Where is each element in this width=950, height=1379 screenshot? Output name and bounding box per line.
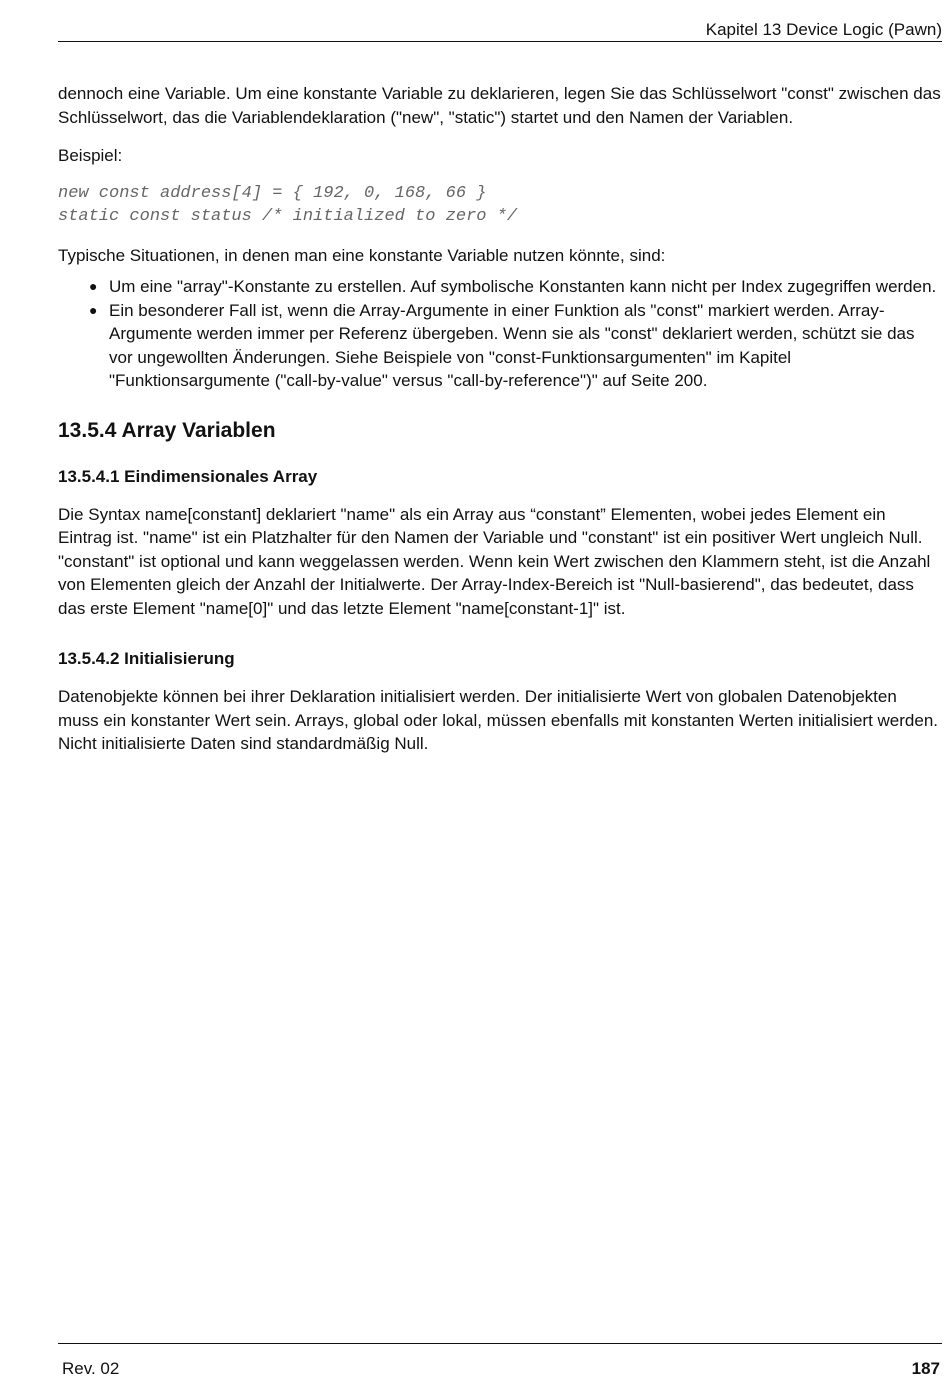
header-divider (58, 41, 942, 42)
subsection-heading-array: 13.5.4.1 Eindimensionales Array (58, 466, 318, 486)
subsection-heading-init: 13.5.4.2 Initialisierung (58, 649, 235, 668)
code-line: static const status /* initialized to zero */ (58, 207, 518, 226)
code-example (58, 182, 942, 229)
array-paragraph: Die Syntax name[constant] deklariert "name" als ein Array aus “constant” Elementen, wobei jedes Element ein Eintrag ist. "name" ist ein Platzhalter für den Namen der Variable und "constant" ist ein positiver Wert ungleich Null. "constant" ist optional und kann weggelassen werden. Wenn kein Wert zwischen den Klammern steht, ist die Anzahl von Elementen gleich der Anzahl der Initialwerte. Der Array-Index-Bereich ist "Null-basierend", das bedeutet, dass das erste Element "name[0]" und das letzte Element "name[constant-1]" ist. (58, 504, 931, 618)
bullet-list (58, 275, 942, 393)
page-content (58, 82, 942, 756)
example-label: Beispiel: (58, 146, 123, 165)
intro-paragraph: dennoch eine Variable. Um eine konstante Variable zu deklarieren, legen Sie das Schlüsselwort "const" zwischen das Schlüsselwort, das die Variablendeklaration ("new", "static") startet und den Namen der Variablen. (58, 84, 941, 127)
bullet-text: Um eine "array"-Konstante zu erstellen. Auf symbolische Konstanten kann nicht per Index zugegriffen werden. (109, 277, 937, 296)
section-heading: 13.5.4 Array Variablen (58, 418, 276, 442)
code-line: new const address[4] = { 192, 0, 168, 66 } (58, 183, 487, 203)
page-number: 187 (911, 1359, 940, 1378)
bullet-text: Ein besonderer Fall ist, wenn die Array-Argumente in einer Funktion als "const" markiert werden. Array-Argumente werden immer per Referenz übergeben. Wenn sie als "const" deklariert werden, schützt sie das vor ungewollten Änderungen. Siehe Beispiele von "const-Funktionsargumenten" im Kapitel "Funktionsargumente ("call-by-value" versus "call-by-reference")" auf Seite 200. (109, 300, 915, 390)
revision-label: Rev. 02 (62, 1359, 120, 1378)
situations-intro: Typische Situationen, in denen man eine konstante Variable nutzen könnte, sind: (58, 245, 666, 265)
footer-divider (58, 1343, 942, 1344)
initialization-paragraph: Datenobjekte können bei ihrer Deklaration initialisiert werden. Der initialisierte Wert von globalen Datenobjekten muss ein konstanter Wert sein. Arrays, global oder lokal, müssen ebenfalls mit konstanten Werten initialisiert werden. Nicht initialisierte Daten sind standardmäßig Null. (58, 687, 939, 753)
document-page (58, 0, 942, 1379)
bullet-item (58, 299, 942, 393)
running-header: Kapitel 13 Device Logic (Pawn) (705, 20, 942, 39)
bullet-icon: ● (89, 301, 98, 318)
bullet-icon: ● (89, 278, 98, 294)
bullet-item (58, 275, 942, 299)
